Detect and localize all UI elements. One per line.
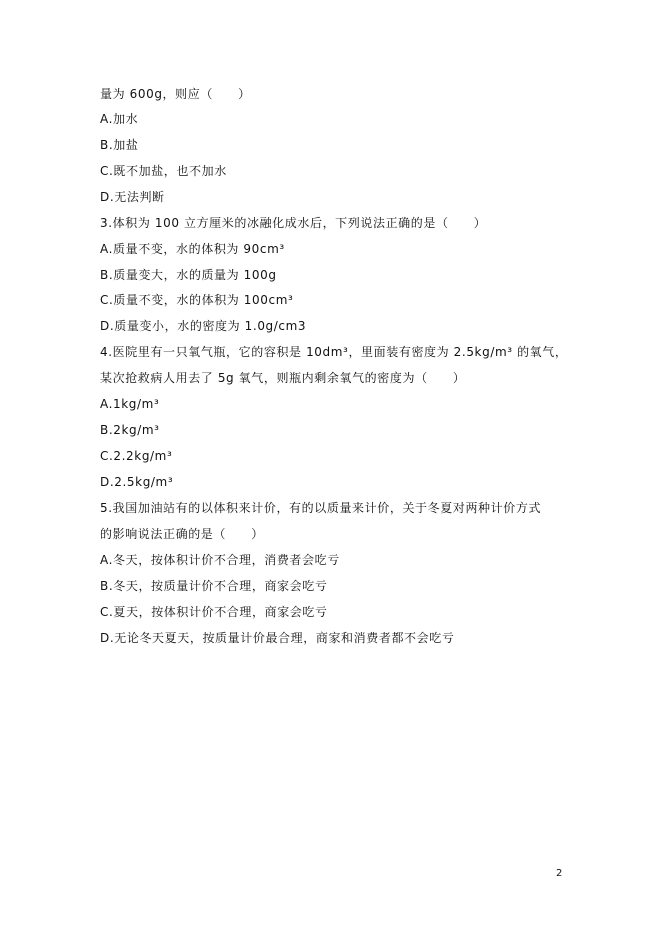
q5-option-b: B.冬天，按质量计价不合理，商家会吃亏 [100, 579, 328, 593]
q2-option-d: D.无法判断 [100, 190, 165, 204]
question-5-stem-line-2: 的影响说法正确的是（ ） [100, 527, 264, 541]
q2-option-b: B.加盐 [100, 138, 139, 152]
q3-option-b: B.质量变大，水的质量为 100g [100, 268, 277, 282]
question-2-continuation: 量为 600g，则应（ ） [100, 87, 251, 101]
q3-option-c: C.质量不变，水的体积为 100cm³ [100, 293, 294, 307]
q4-option-b: B.2kg/m³ [100, 423, 160, 437]
question-3-stem: 3.体积为 100 立方厘米的冰融化成水后，下列说法正确的是（ ） [100, 216, 487, 230]
q4-option-d: D.2.5kg/m³ [100, 475, 174, 489]
page-number: 2 [556, 868, 563, 879]
q5-option-c: C.夏天，按体积计价不合理，商家会吃亏 [100, 605, 328, 619]
q2-option-c: C.既不加盐，也不加水 [100, 164, 227, 178]
q5-option-a: A.冬天，按体积计价不合理，消费者会吃亏 [100, 553, 340, 567]
q3-option-d: D.质量变小，水的密度为 1.0g/cm3 [100, 319, 307, 333]
q2-option-a: A.加水 [100, 112, 139, 126]
q3-option-a: A.质量不变，水的体积为 90cm³ [100, 242, 285, 256]
q4-option-a: A.1kg/m³ [100, 397, 160, 411]
q5-option-d: D.无论冬天夏天，按质量计价最合理，商家和消费者都不会吃亏 [100, 631, 455, 645]
question-4-stem-line-1: 4.医院里有一只氧气瓶，它的容积是 10dm³，里面装有密度为 2.5kg/m³ 的氧气， [100, 345, 568, 359]
question-5-stem-line-1: 5.我国加油站有的以体积来计价，有的以质量来计价，关于冬夏对两种计价方式 [100, 501, 542, 515]
question-4-stem-line-2: 某次抢救病人用去了 5g 氧气，则瓶内剩余氧气的密度为（ ） [100, 371, 466, 385]
q4-option-c: C.2.2kg/m³ [100, 449, 173, 463]
